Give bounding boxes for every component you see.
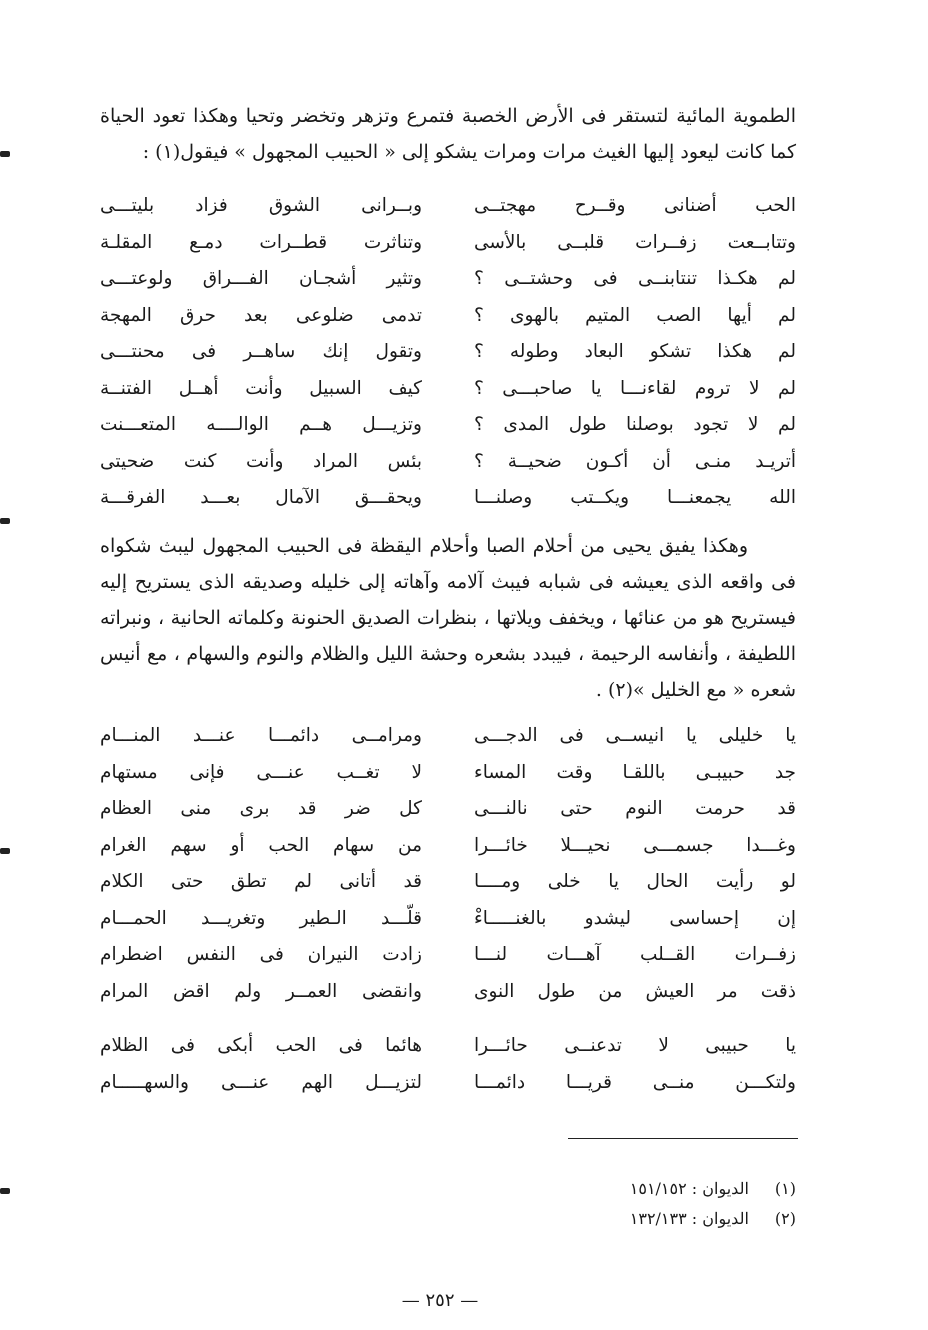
- verse-second-hemistich: لتزيـــل الهم عنـــى والسهـــــام: [100, 1071, 422, 1093]
- scan-edge-mark: [0, 1188, 10, 1194]
- verse-second-hemistich: وتثير أشجـان الفـــراق ولوعتـــى: [100, 268, 422, 289]
- verse: [100, 371, 796, 408]
- verse-second-hemistich: وتقول إنك ساهــر فى محنتـــى: [100, 341, 422, 362]
- verse-second-hemistich: قلّـــد الـطير وتغريـــد الحمـــام: [100, 907, 422, 929]
- verse-second-hemistich: وانقضى العمــر ولم اقض المرام: [100, 980, 422, 1002]
- footnotes: [560, 1174, 796, 1234]
- verse: [100, 225, 796, 262]
- verse-second-hemistich: زادت النيران فى النفس اضطرام: [100, 944, 422, 965]
- verse-second-hemistich: هائما فى الحب أبكى فى الظلام: [100, 1035, 422, 1056]
- verse: [100, 791, 796, 828]
- verse-first-hemistich: لم لا تجود بوصلنا طول المدى ؟: [474, 414, 796, 435]
- verse: [100, 261, 796, 298]
- verse-first-hemistich: لم لا تروم لقاءنـــا يا صاحبـــى ؟: [474, 377, 796, 399]
- verse: [100, 480, 796, 517]
- poem-closing: [100, 1028, 796, 1101]
- scan-edge-mark: [0, 518, 10, 524]
- verse-first-hemistich: ولتكـــن منــى قريـــا دائمـــا: [474, 1071, 796, 1093]
- verse-second-hemistich: ويحقـــق الآمال بعـــد الفرقـــة: [100, 487, 422, 508]
- footnote-text: الديوان : ١٣٢/١٣٣: [629, 1209, 749, 1228]
- poem-second: [100, 718, 796, 1010]
- verse-second-hemistich: تدمى ضلوعى بعد حرق المهجة: [100, 304, 422, 326]
- verse: [100, 1065, 796, 1102]
- verse-first-hemistich: قد حرمت النوم حتى نالنـــى: [474, 798, 796, 819]
- verse: [100, 937, 796, 974]
- verse-second-hemistich: ومرامــى دائمـــا عنـــد المنـــام: [100, 725, 422, 746]
- verse: [100, 974, 796, 1011]
- verse: [100, 188, 796, 225]
- verse: [100, 828, 796, 865]
- verse-second-hemistich: بئس المراد وأنت كنت ضحيتى: [100, 450, 422, 472]
- verse-first-hemistich: وغـــدا جسمـــى نحيـــلا خائـــرا: [474, 834, 796, 856]
- verse: [100, 755, 796, 792]
- verse: [100, 901, 796, 938]
- verse: [100, 334, 796, 371]
- verse-first-hemistich: يا حبيبى لا تدعنــى حائـــرا: [474, 1035, 796, 1056]
- verse: [100, 444, 796, 481]
- footnote-number: (٢): [774, 1209, 796, 1228]
- verse-first-hemistich: أتريـد منـى أن أكـون ضحيــة ؟: [474, 450, 796, 472]
- footnote-number: (١): [774, 1179, 796, 1198]
- verse-first-hemistich: لم هكذا تشكو البعاد وطوله ؟: [474, 341, 796, 362]
- verse-first-hemistich: ذقت مر العيش من طول النوى: [474, 980, 796, 1002]
- verse-second-hemistich: وبــرانى الشوق فزاد بليتـــى: [100, 195, 422, 216]
- verse-first-hemistich: الحب أضنانى وقــرح مهجتــى: [474, 195, 796, 216]
- verse-second-hemistich: لا تغــب عنـــى فإنى مستهام: [100, 761, 422, 783]
- verse-first-hemistich: جد حبيبـى باللقـا وقت المساء: [474, 761, 796, 783]
- scan-edge-mark: [0, 848, 10, 854]
- verse-first-hemistich: يا خليلى يا انيســى فى الدجـــى: [474, 725, 796, 746]
- verse-first-hemistich: لم أيها الصب المتيم بالهوى ؟: [474, 304, 796, 326]
- poem-first: [100, 188, 796, 517]
- verse-first-hemistich: لو رأيت الحال يا خلى ومــــا: [474, 871, 796, 892]
- footnote: [560, 1204, 796, 1234]
- verse-second-hemistich: وتزيـــل هــم الوالــــه المتعـــنت: [100, 414, 422, 435]
- verse-second-hemistich: من سهام الحب أو سهم الغرام: [100, 834, 422, 856]
- verse-second-hemistich: كل ضر قد برى منى العظام: [100, 798, 422, 819]
- verse: [100, 718, 796, 755]
- footnote-divider: [568, 1138, 798, 1139]
- footnote: [560, 1174, 796, 1204]
- middle-paragraph: [100, 528, 796, 708]
- footnote-text: الديوان : ١٥١/١٥٢: [629, 1179, 749, 1198]
- verse-first-hemistich: لم هكـذا تنتابنــى فى وحشتــى ؟: [474, 268, 796, 289]
- verse-first-hemistich: إن إحساسى ليشدو بالغنـــــاءْ: [474, 907, 796, 929]
- verse-first-hemistich: وتتابــعت زفــرات قلبــى بالأسى: [474, 231, 796, 253]
- verse: [100, 407, 796, 444]
- page-number: — ٢٥٢ —: [401, 1290, 479, 1311]
- middle-text: وهكذا يفيق يحيى من أحلام الصبا وأحلام اليقظة فى الحبيب المجهول ليبث شكواه فى واقعه الذى يعيشه فى شبابه فيبث آلامه وآهاته إلى خليله وصديقه الذى يستريح إليه فيستريح هو من عنائها ، ويخفف ويلاتها ، بنظرات الصديق الحنونة وكلماته الحانية ، ونبراته اللطيفة ، وأنفاسه الرحيمة ، فيبدد بشعره وحشة الليل والظلام والنوم والسهام ، مع أنيس شعره « مع الخليل »(٢) .: [100, 535, 796, 701]
- intro-text: الطموية المائية لتستقر فى الأرض الخصبة فتمرع وتزهر وتخضر وتحيا وهكذا تعود الحياة كما كانت ليعود إليها الغيث مرات ومرات يشكو إلى « الحبيب المجهول » فيقول(١) :: [100, 105, 796, 163]
- verse-second-hemistich: كيف السبيل وأنت أهــل الفتنــة: [100, 377, 422, 399]
- verse-first-hemistich: زفــرات القــلب آهـــات لنـــا: [474, 944, 796, 965]
- verse: [100, 864, 796, 901]
- verse: [100, 298, 796, 335]
- verse-second-hemistich: وتناثرت قطــرات دمـع المقلـة: [100, 231, 422, 253]
- verse-first-hemistich: الله يجمعنـــا ويكــتب وصلنـــا: [474, 487, 796, 508]
- verse-second-hemistich: قد أتانى لم تطق حتى الكلام: [100, 871, 422, 892]
- verse: [100, 1028, 796, 1065]
- scan-edge-mark: [0, 151, 10, 157]
- intro-paragraph: [100, 98, 796, 170]
